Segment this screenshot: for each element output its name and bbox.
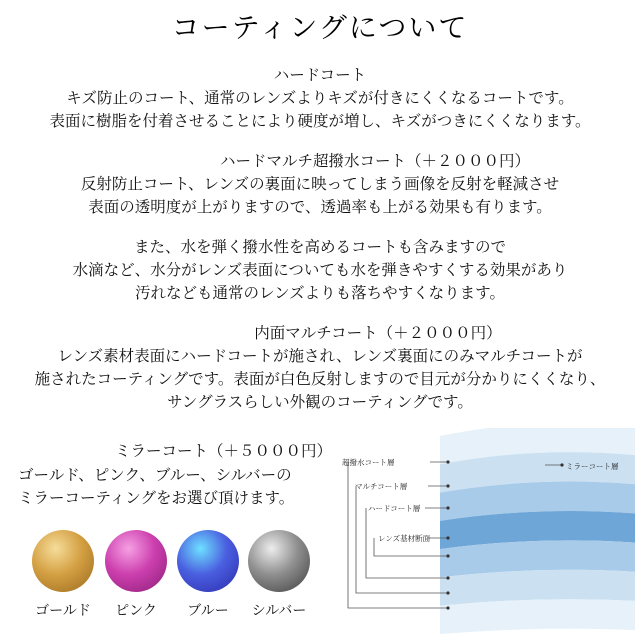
multi-coat-text-line: 表面の透明度が上がりますので、透過率も上がる効果も有ります。 bbox=[88, 198, 552, 216]
multi-coat-text-line: また、水を弾く撥水性を高めるコートも含みますので bbox=[133, 238, 506, 256]
mirror-layer-label: ミラーコート層 bbox=[566, 462, 619, 471]
silver-label: シルバー bbox=[251, 603, 307, 619]
inner-coat-text-line: レンズ素材表面にハードコートが施され、レンズ裏面にのみマルチコートが bbox=[57, 347, 583, 365]
lens-base-label: レンズ基材断面 bbox=[378, 534, 431, 543]
page-title: コーティングについて bbox=[171, 11, 469, 44]
multi-coat-text-line: 反射防止コート、レンズの裏面に映ってしまう画像を反射を軽減させ bbox=[80, 175, 560, 193]
gold-label: ゴールド bbox=[35, 603, 91, 619]
mirror-coat-text-line: ゴールド、ピンク、ブルー、シルバーの bbox=[18, 466, 292, 484]
mirror-coat-heading: ミラーコート（＋５０００円） bbox=[115, 442, 333, 460]
multi-coat-heading: ハードマルチ超撥水コート（＋２０００円） bbox=[219, 152, 530, 170]
lens-layer-bands bbox=[440, 428, 635, 634]
inner-coat-text-line: 施されたコーティングです。表面が白色反射しますので目元が分かりにくくなり、 bbox=[34, 370, 606, 388]
multi-coat-text-line: 汚れなども通常のレンズよりも落ちやすくなります。 bbox=[135, 284, 505, 302]
hard-coat-layer-label: ハードコート層 bbox=[368, 504, 421, 513]
mirror-coat-text-line: ミラーコーティングをお選び頂けます。 bbox=[18, 489, 295, 507]
hard-coat-heading: ハードコート bbox=[273, 66, 367, 84]
lens-layer-band bbox=[440, 599, 635, 634]
pink-sphere-icon bbox=[105, 530, 167, 592]
multi-coat-text-line: 水滴など、水分がレンズ表面についても水を弾きやすくする効果があり bbox=[72, 261, 568, 279]
inner-coat-text-line: サングラスらしい外観のコーティングです。 bbox=[167, 393, 473, 411]
hard-coat-text-line: キズ防止のコート、通常のレンズよりキズが付きにくくなるコートです。 bbox=[66, 89, 574, 107]
gold-sphere-icon bbox=[32, 530, 94, 592]
blue-sphere-icon bbox=[177, 530, 239, 592]
multi-coat-layer-label: マルチコート層 bbox=[355, 482, 408, 491]
silver-sphere-icon bbox=[248, 530, 310, 592]
water-repellent-layer-label: 超撥水コート層 bbox=[342, 458, 395, 467]
inner-coat-heading: 内面マルチコート（＋２０００円） bbox=[254, 324, 502, 342]
pink-label: ピンク bbox=[115, 603, 157, 619]
hard-coat-text-line: 表面に樹脂を付着させることにより硬度が増し、キズがつきにくくなります。 bbox=[49, 112, 591, 130]
blue-label: ブルー bbox=[187, 603, 229, 619]
